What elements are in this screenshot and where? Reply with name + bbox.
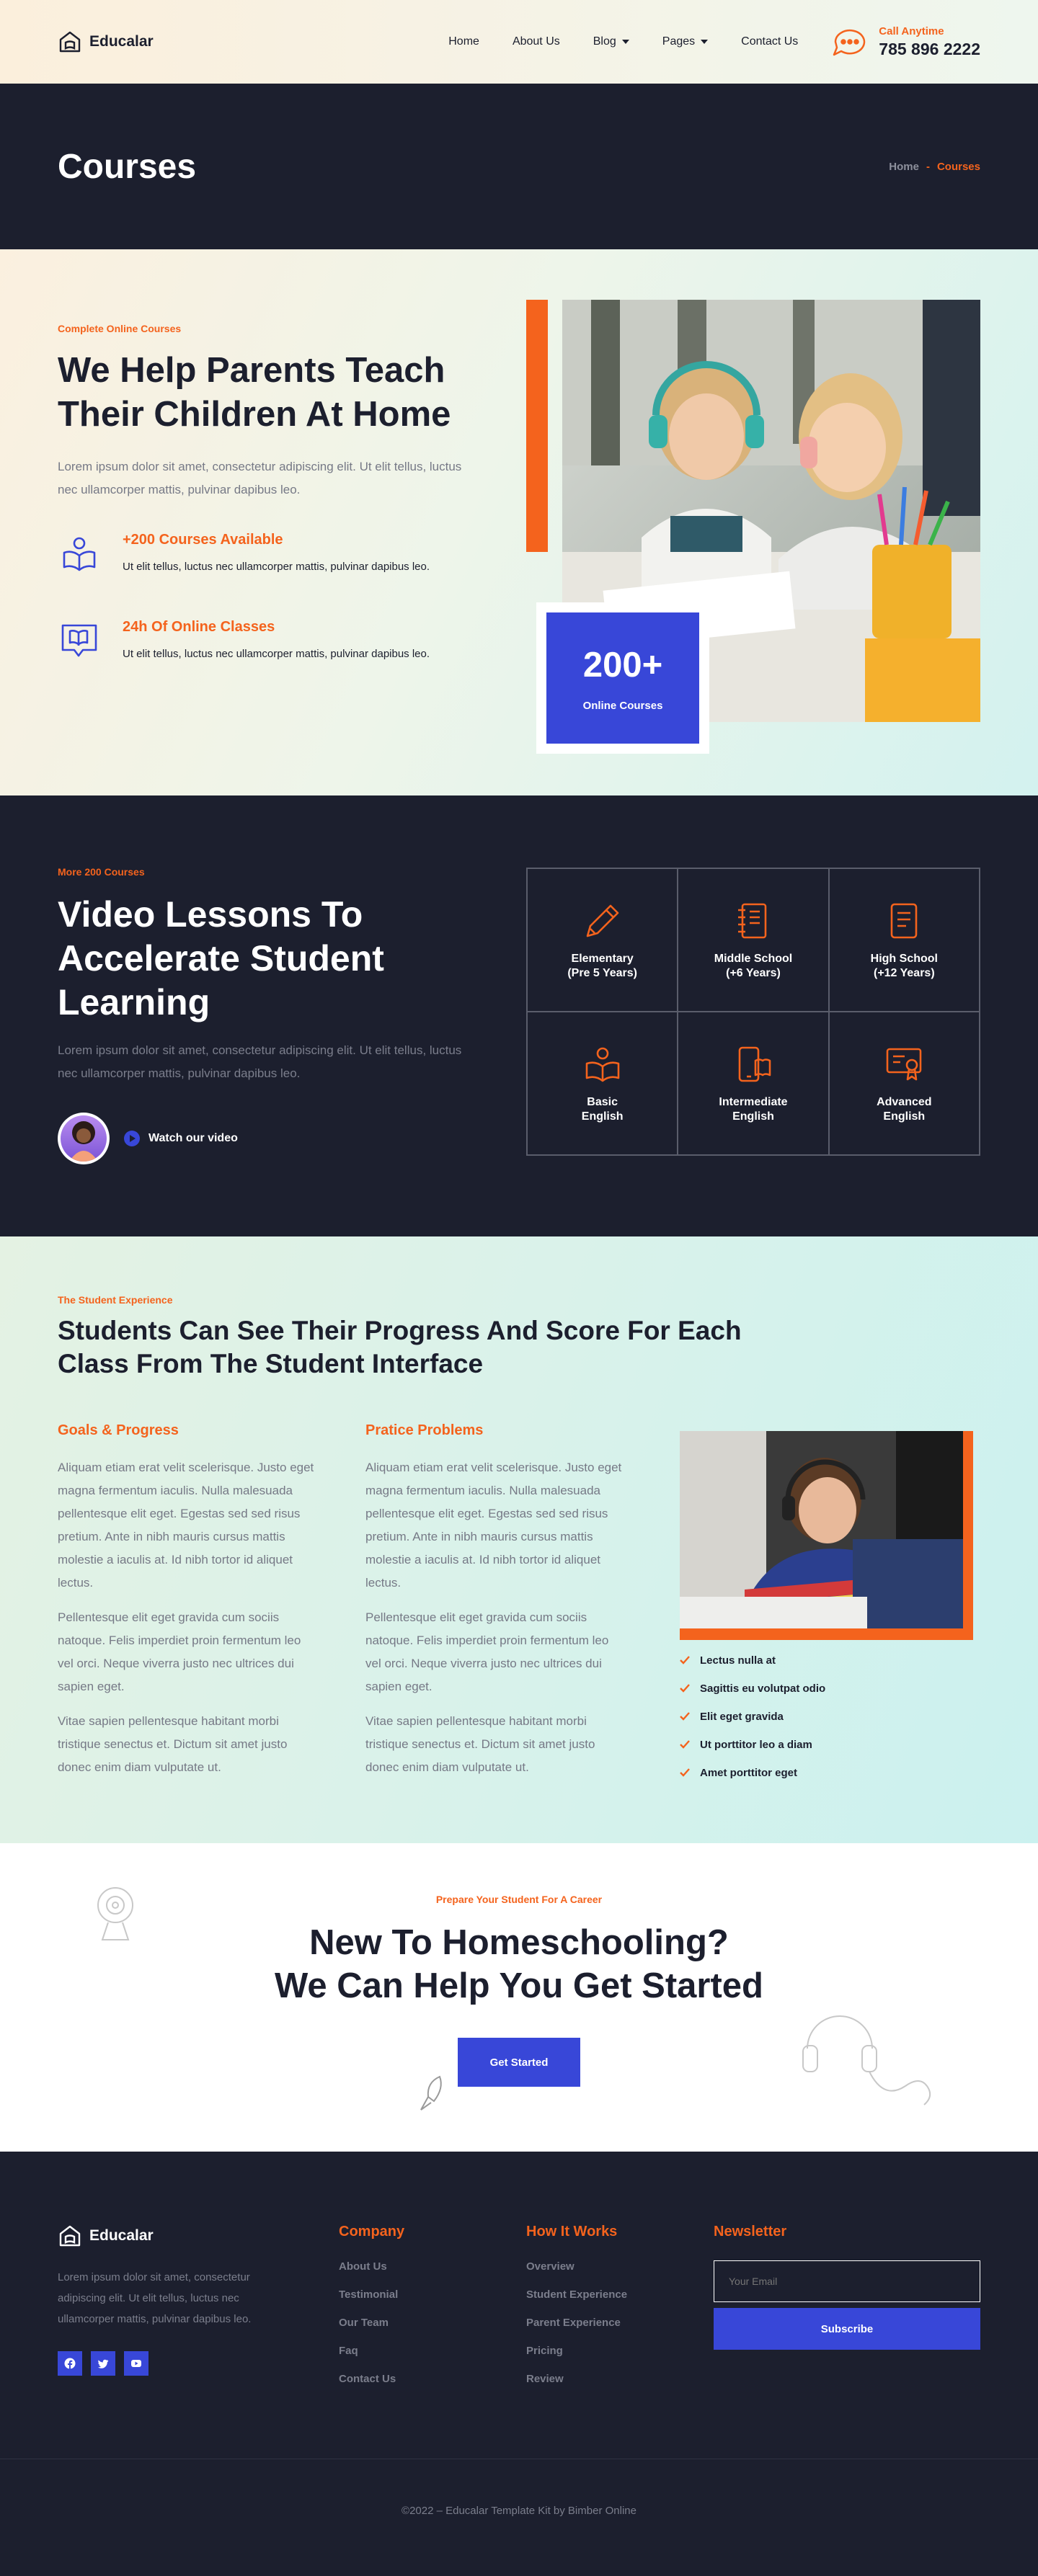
check-icon — [680, 1711, 690, 1721]
site-header — [0, 0, 1038, 84]
notebook-icon — [732, 900, 774, 942]
level-age: English — [732, 1110, 774, 1123]
section-heading — [58, 1921, 980, 2007]
footer-newsletter — [714, 2224, 980, 2350]
level-name: Advanced — [877, 1095, 932, 1108]
column-paragraph: Vitae sapien pellentesque habitant morbi tristique senectus et. Dictum sit amet justo donec enim diam vulputate ut. — [58, 1714, 288, 1774]
nav-blog[interactable] — [593, 35, 629, 48]
level-age: (Pre 5 Years) — [567, 966, 637, 979]
level-card[interactable] — [829, 868, 980, 1012]
footer-link[interactable]: Overview — [526, 2260, 575, 2273]
check-icon — [680, 1768, 690, 1778]
section-heading: Video Lessons To Accelerate Student Learning — [58, 894, 384, 1022]
level-name: Intermediate — [719, 1095, 788, 1108]
footer-link[interactable]: Testimonial — [339, 2288, 399, 2301]
certificate-icon — [883, 1043, 925, 1085]
footer-link[interactable]: Faq — [339, 2345, 358, 2357]
list-item-label: Elit eget gravida — [700, 1710, 784, 1723]
watch-label: Watch our video — [148, 1132, 238, 1144]
nav-about[interactable] — [513, 35, 560, 48]
checklist — [680, 1653, 825, 1793]
main-nav — [448, 35, 798, 48]
call-label: Call Anytime — [879, 24, 944, 37]
column-paragraph: Aliquam etiam erat velit scelerisque. Justo eget magna fermentum iaculis. Nulla malesuada pellentesque elit eget. Egestas sed sed risus pretium. Ante in nibh mauris cursus mattis molestie a iaculis at. Id nibh tortor id aliquet lectus. — [365, 1461, 622, 1590]
list-item — [680, 1681, 825, 1695]
level-card[interactable] — [527, 1012, 678, 1155]
level-card[interactable] — [678, 1012, 828, 1155]
facebook-icon — [64, 2358, 76, 2369]
footer-link[interactable]: Parent Experience — [526, 2317, 621, 2329]
youtube-button[interactable] — [124, 2351, 148, 2376]
footer-how-it-works — [526, 2224, 627, 2401]
nav-contact[interactable] — [741, 35, 798, 48]
check-icon — [680, 1655, 690, 1665]
facebook-button[interactable] — [58, 2351, 82, 2376]
list-item-label: Lectus nulla at — [700, 1654, 776, 1667]
breadcrumb-home[interactable]: Home — [889, 160, 919, 173]
accent-bar — [526, 300, 548, 552]
pencil-icon — [582, 900, 624, 942]
breadcrumb — [889, 161, 980, 173]
footer-about — [58, 2224, 288, 2376]
avatar — [58, 1113, 110, 1164]
feature-title: +200 Courses Available — [123, 532, 283, 548]
nav-label: Home — [448, 35, 479, 48]
book-chat-icon — [60, 621, 99, 660]
twitter-button[interactable] — [91, 2351, 115, 2376]
footer-link[interactable]: Our Team — [339, 2317, 389, 2329]
brand-name: Educalar — [89, 2227, 154, 2244]
breadcrumb-separator: - — [926, 160, 930, 173]
chat-bubble-icon — [831, 26, 869, 58]
chevron-down-icon — [701, 40, 708, 44]
watch-video[interactable] — [58, 1113, 238, 1164]
twitter-icon — [97, 2358, 109, 2369]
copyright: ©2022 – Educalar Template Kit by Bimber Online — [402, 2505, 636, 2517]
reader-icon — [60, 534, 99, 573]
social-links — [58, 2351, 288, 2376]
list-item — [680, 1709, 825, 1724]
section-kicker: Prepare Your Student For A Career — [435, 1894, 603, 1905]
check-icon — [680, 1739, 690, 1750]
footer-column-title: How It Works — [526, 2224, 618, 2239]
house-logo-icon — [58, 30, 82, 54]
column-paragraph: Vitae sapien pellentesque habitant morbi tristique senectus et. Dictum sit amet justo donec enim diam vulputate ut. — [365, 1714, 595, 1774]
level-name: Basic — [587, 1095, 618, 1108]
boy-studying-photo — [680, 1431, 963, 1628]
subscribe-button[interactable]: Subscribe — [714, 2308, 980, 2350]
nav-label: About Us — [512, 35, 560, 48]
courses-count-badge — [536, 602, 709, 754]
level-name: Middle School — [714, 952, 793, 965]
section-lead: Lorem ipsum dolor sit amet, consectetur adipiscing elit. Ut elit tellus, luctus nec ullamcorper mattis, pulvinar dapibus leo. — [58, 460, 462, 496]
list-item-label: Sagittis eu volutpat odio — [700, 1682, 826, 1695]
footer-link[interactable]: About Us — [339, 2260, 387, 2273]
heading-line: We Can Help You Get Started — [275, 1966, 763, 2005]
page-title: Courses — [58, 147, 197, 186]
document-icon — [883, 900, 925, 942]
email-field[interactable] — [714, 2260, 980, 2302]
level-age: English — [883, 1110, 926, 1123]
section-heading: We Help Parents Teach Their Children At Home — [58, 351, 451, 434]
feature-courses — [58, 532, 490, 577]
reader-icon — [582, 1043, 624, 1085]
cta-section — [0, 1843, 1038, 2152]
youtube-icon — [130, 2358, 142, 2369]
column-title: Pratice Problems — [365, 1422, 484, 1438]
tablet-book-icon — [732, 1043, 774, 1085]
play-icon — [124, 1131, 140, 1146]
brand-logo[interactable] — [58, 30, 154, 54]
list-item-label: Ut porttitor leo a diam — [700, 1738, 812, 1751]
footer-link[interactable]: Student Experience — [526, 2288, 628, 2301]
footer-link[interactable]: Contact Us — [339, 2373, 396, 2385]
section-lead: Lorem ipsum dolor sit amet, consectetur adipiscing elit. Ut elit tellus, luctus nec ullamcorper mattis, pulvinar dapibus leo. — [58, 1043, 462, 1080]
nav-label: Pages — [662, 35, 696, 48]
footer-column-title: Newsletter — [714, 2224, 787, 2239]
play-button[interactable] — [124, 1131, 238, 1146]
list-item-label: Amet porttitor eget — [700, 1766, 797, 1779]
level-name: Elementary — [571, 952, 634, 965]
levels-grid — [526, 868, 980, 1156]
get-started-button[interactable]: Get Started — [458, 2038, 580, 2087]
column-paragraph: Aliquam etiam erat velit scelerisque. Justo eget magna fermentum iaculis. Nulla malesuada pellentesque elit eget. Egestas sed sed risus pretium. Ante in nibh mauris cursus mattis molestie a iaculis at. Id nibh tortor id aliquet lectus. — [58, 1461, 314, 1590]
page-title-bar — [0, 84, 1038, 249]
section-kicker: The Student Experience — [58, 1294, 173, 1306]
breadcrumb-current: Courses — [936, 160, 980, 173]
badge-number: 200+ — [582, 645, 663, 685]
section-heading: Students Can See Their Progress And Score For Each Class From The Student Interface — [58, 1316, 742, 1378]
courses-intro-section — [0, 249, 1038, 795]
feature-text: Ut elit tellus, luctus nec ullamcorper mattis, pulvinar dapibus leo. — [123, 648, 430, 660]
level-card[interactable] — [829, 1012, 980, 1155]
nav-label: Contact Us — [741, 35, 799, 48]
section-kicker: More 200 Courses — [58, 866, 145, 878]
footer-link[interactable]: Pricing — [526, 2345, 563, 2357]
problems-column — [365, 1422, 625, 1791]
student-experience-section — [0, 1236, 1038, 1843]
footer-about-text: Lorem ipsum dolor sit amet, consectetur adipiscing elit. Ut elit tellus, luctus nec ullamcorper mattis, pulvinar dapibus leo. — [58, 2271, 252, 2325]
column-paragraph: Pellentesque elit eget gravida cum sociis natoque. Felis imperdiet proin fermentum leo vel orci. Neque viverra justo nec ultrices dui sapien eget. — [58, 1610, 301, 1693]
call-block[interactable] — [831, 25, 980, 59]
level-name: High School — [870, 952, 938, 965]
footer-column-title: Company — [339, 2224, 405, 2239]
video-lessons-section — [0, 795, 1038, 1236]
check-icon — [680, 1683, 690, 1693]
site-footer — [0, 2152, 1038, 2576]
footer-link[interactable]: Review — [526, 2373, 564, 2385]
feature-classes — [58, 619, 490, 664]
level-age: (+12 Years) — [873, 966, 935, 979]
column-paragraph: Pellentesque elit eget gravida cum sociis natoque. Felis imperdiet proin fermentum leo vel orci. Neque viverra justo nec ultrices dui sapien eget. — [365, 1610, 609, 1693]
list-item — [680, 1737, 825, 1752]
rocket-icon — [418, 2074, 447, 2114]
nav-pages[interactable] — [662, 35, 708, 48]
section-kicker: Complete Online Courses — [58, 323, 182, 334]
photo-illustration — [680, 1431, 963, 1628]
level-card[interactable] — [527, 868, 678, 1012]
brand-name: Educalar — [89, 33, 154, 50]
badge-label: Online Courses — [582, 699, 663, 712]
footer-logo[interactable] — [58, 2224, 288, 2248]
house-logo-icon — [58, 2224, 82, 2248]
level-age: English — [581, 1110, 624, 1123]
list-item — [680, 1765, 825, 1780]
call-number[interactable]: 785 896 2222 — [879, 39, 980, 58]
heading-line: New To Homeschooling? — [309, 1923, 729, 1962]
nav-label: Blog — [593, 35, 616, 48]
goals-column — [58, 1422, 317, 1791]
level-age: (+6 Years) — [726, 966, 781, 979]
headphones-icon — [800, 1998, 944, 2106]
person-avatar-icon — [61, 1115, 107, 1162]
level-card[interactable] — [678, 868, 828, 1012]
footer-company — [339, 2224, 404, 2401]
list-item — [680, 1653, 825, 1667]
feature-title: 24h Of Online Classes — [123, 619, 275, 635]
nav-home[interactable] — [448, 35, 479, 48]
feature-text: Ut elit tellus, luctus nec ullamcorper mattis, pulvinar dapibus leo. — [123, 561, 430, 573]
column-title: Goals & Progress — [58, 1422, 179, 1438]
chevron-down-icon — [622, 40, 629, 44]
